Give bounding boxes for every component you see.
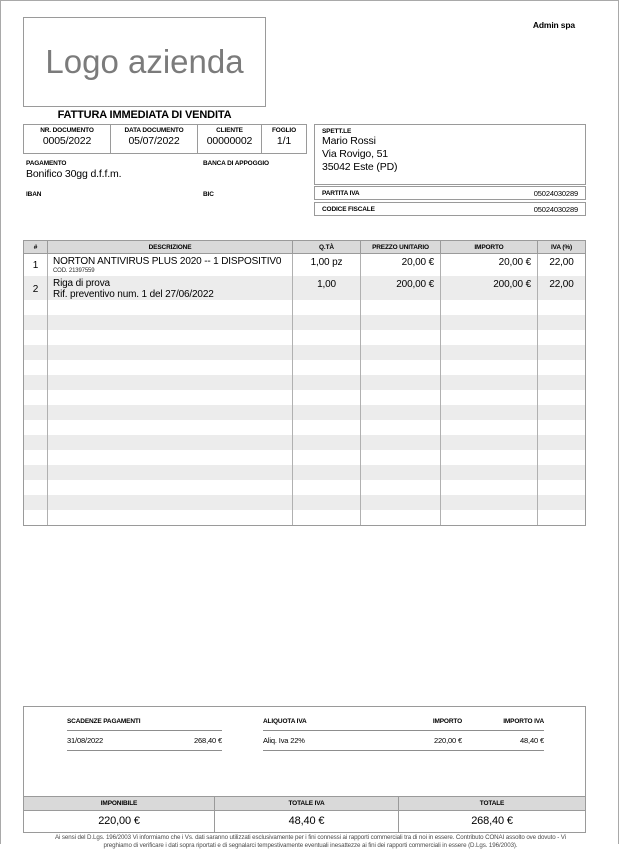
table-row bbox=[24, 254, 585, 276]
vat-summary-row bbox=[263, 731, 544, 751]
vat-total-header: TOTALE IVA bbox=[215, 797, 399, 810]
legal-footer bbox=[7, 834, 614, 849]
row-amount: 20,00 € bbox=[441, 254, 538, 277]
row-description-sub: COD. 21397559 bbox=[53, 267, 287, 275]
fiscal-code-value: 05024030289 bbox=[534, 205, 578, 214]
company-logo-text: Logo azienda bbox=[45, 43, 243, 81]
row-vat: 22,00 bbox=[538, 254, 585, 277]
row-description: Riga di prova bbox=[53, 278, 287, 289]
table-empty-row bbox=[24, 510, 585, 525]
row-amount: 200,00 € bbox=[441, 276, 538, 302]
vat-number-label: PARTITA IVA bbox=[322, 190, 359, 197]
totals-header-row bbox=[24, 797, 585, 811]
table-empty-row bbox=[24, 315, 585, 330]
doc-date-cell bbox=[111, 125, 198, 153]
company-logo-box bbox=[23, 17, 266, 107]
brand-name: Admin spa bbox=[533, 20, 575, 30]
items-empty-rows bbox=[24, 300, 585, 525]
recipient-address1: Via Rovigo, 51 bbox=[322, 148, 578, 161]
bank-label: BANCA DI APPOGGIO bbox=[203, 160, 269, 167]
row-num: 1 bbox=[24, 254, 48, 277]
row-unit-price: 200,00 € bbox=[361, 276, 441, 302]
vat-number-row bbox=[314, 186, 586, 200]
client-label: CLIENTE bbox=[198, 127, 261, 134]
table-empty-row bbox=[24, 300, 585, 315]
header-vat: IVA (%) bbox=[538, 241, 585, 253]
row-num: 2 bbox=[24, 276, 48, 302]
due-amount: 268,40 € bbox=[194, 736, 222, 745]
document-info-table bbox=[23, 124, 307, 154]
payment-schedule-row bbox=[67, 731, 222, 751]
vat-amount-header: IMPORTO IVA bbox=[462, 718, 544, 725]
bic-label: BIC bbox=[203, 191, 214, 198]
totals-table bbox=[23, 796, 586, 833]
taxable-total-value: 220,00 € bbox=[24, 811, 215, 832]
legal-footer-line2: preghiamo di verificare i dati sopra riportati e di segnalarci tempestivamente eventuali inesattezze ai fini dei rapporti commerciali in essere (D.Lgs. 196/2003). bbox=[7, 842, 614, 849]
table-empty-row bbox=[24, 435, 585, 450]
row-description-cell bbox=[48, 276, 293, 302]
items-table-header bbox=[24, 241, 585, 254]
recipient-name: Mario Rossi bbox=[322, 135, 578, 148]
vat-rate: Aliq. Iva 22% bbox=[263, 736, 347, 745]
recipient-address2: 35042 Este (PD) bbox=[322, 161, 578, 174]
payment-schedule-block bbox=[67, 716, 222, 751]
fiscal-code-label: CODICE FISCALE bbox=[322, 206, 375, 213]
client-value: 00000002 bbox=[198, 135, 261, 147]
table-empty-row bbox=[24, 330, 585, 345]
row-description-sub: Rif. preventivo num. 1 del 27/06/2022 bbox=[53, 289, 287, 300]
vat-taxable-header: IMPORTO bbox=[347, 718, 462, 725]
table-empty-row bbox=[24, 390, 585, 405]
doc-number-value: 0005/2022 bbox=[24, 135, 110, 147]
row-vat: 22,00 bbox=[538, 276, 585, 302]
table-empty-row bbox=[24, 375, 585, 390]
iban-label: IBAN bbox=[26, 191, 41, 198]
header-description: DESCRIZIONE bbox=[48, 241, 293, 253]
vat-rate-header: ALIQUOTA IVA bbox=[263, 718, 347, 725]
doc-date-value: 05/07/2022 bbox=[111, 135, 197, 147]
payment-schedule-title: SCADENZE PAGAMENTI bbox=[67, 716, 222, 731]
vat-summary-block bbox=[263, 716, 544, 751]
row-qty: 1,00 pz bbox=[293, 254, 361, 277]
payment-label: PAGAMENTO bbox=[26, 160, 66, 167]
taxable-total-header: IMPONIBILE bbox=[24, 797, 215, 810]
row-unit-price: 20,00 € bbox=[361, 254, 441, 277]
grand-total-header: TOTALE bbox=[399, 797, 585, 810]
totals-value-row bbox=[24, 811, 585, 832]
row-description-cell bbox=[48, 254, 293, 277]
due-date: 31/08/2022 bbox=[67, 736, 103, 745]
vat-taxable: 220,00 € bbox=[347, 736, 462, 745]
items-table bbox=[23, 240, 586, 526]
table-empty-row bbox=[24, 480, 585, 495]
vat-amount: 48,40 € bbox=[462, 736, 544, 745]
sheet-cell bbox=[262, 125, 306, 153]
table-empty-row bbox=[24, 420, 585, 435]
table-empty-row bbox=[24, 450, 585, 465]
vat-summary-header bbox=[263, 716, 544, 731]
vat-total-value: 48,40 € bbox=[215, 811, 399, 832]
table-empty-row bbox=[24, 405, 585, 420]
table-empty-row bbox=[24, 360, 585, 375]
header-num: # bbox=[24, 241, 48, 253]
table-row bbox=[24, 276, 585, 300]
doc-number-cell bbox=[24, 125, 111, 153]
recipient-label: SPETT.LE bbox=[322, 128, 578, 135]
row-qty: 1,00 bbox=[293, 276, 361, 302]
payment-value: Bonifico 30gg d.f.f.m. bbox=[26, 168, 121, 180]
table-empty-row bbox=[24, 465, 585, 480]
sheet-label: FOGLIO bbox=[262, 127, 306, 134]
fiscal-code-row bbox=[314, 202, 586, 216]
client-cell bbox=[198, 125, 262, 153]
vat-number-value: 05024030289 bbox=[534, 189, 578, 198]
legal-footer-line1: Ai sensi del D.Lgs. 196/2003 Vi informiamo che i Vs. dati saranno utilizzati esclusivamente per i fini connessi ai rapporti commerciali tra di noi in essere. Contributo CONAI assolto ove dovuto - Vi bbox=[7, 834, 614, 842]
grand-total-value: 268,40 € bbox=[399, 811, 585, 832]
sheet-value: 1/1 bbox=[262, 135, 306, 147]
table-empty-row bbox=[24, 495, 585, 510]
header-amount: IMPORTO bbox=[441, 241, 538, 253]
doc-number-label: NR. DOCUMENTO bbox=[24, 127, 110, 134]
row-description: NORTON ANTIVIRUS PLUS 2020 -- 1 DISPOSITIV0 bbox=[53, 256, 287, 267]
doc-date-label: DATA DOCUMENTO bbox=[111, 127, 197, 134]
table-empty-row bbox=[24, 345, 585, 360]
document-title: FATTURA IMMEDIATA DI VENDITA bbox=[23, 109, 266, 121]
recipient-box bbox=[314, 124, 586, 185]
header-qty: Q.TÀ bbox=[293, 241, 361, 253]
header-unit-price: PREZZO UNITARIO bbox=[361, 241, 441, 253]
